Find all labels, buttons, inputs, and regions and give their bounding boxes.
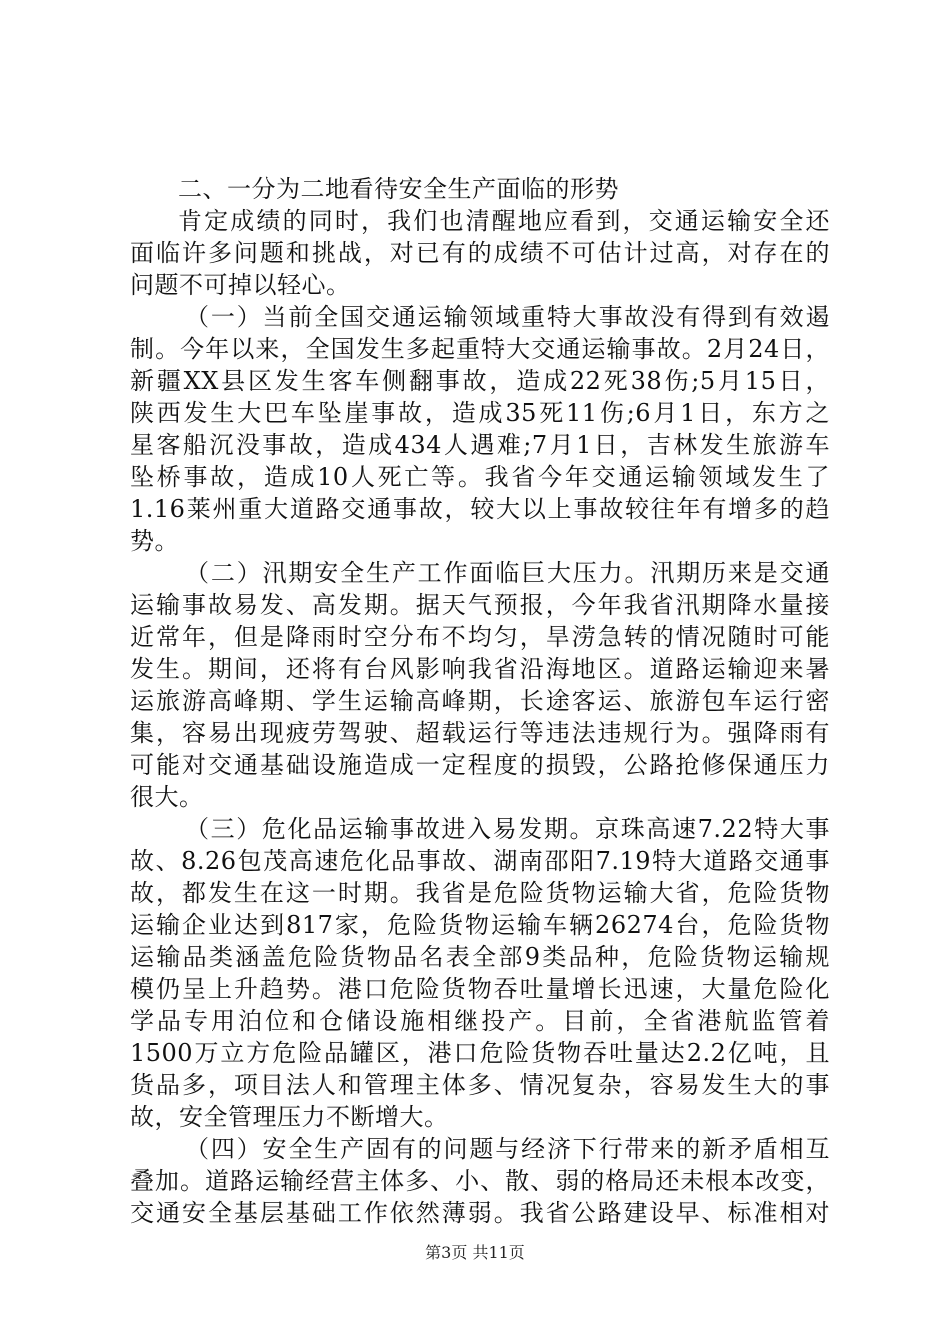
paragraph-line: 运输企业达到817家，危险货物运输车辆26274台，危险货物: [130, 911, 830, 939]
paragraph-line: 货品多，项目法人和管理主体多、情况复杂，容易发生大的事: [130, 1071, 830, 1099]
paragraph-line: 故、8.26包茂高速危化品事故、湖南邵阳7.19特大道路交通事: [130, 847, 830, 875]
paragraph-line: 交通安全基层基础工作依然薄弱。我省公路建设早、标准相对: [130, 1199, 830, 1227]
paragraph-line: 学品专用泊位和仓储设施相继投产。目前，全省港航监管着: [130, 1007, 830, 1035]
paragraph-line: 势。: [130, 527, 179, 555]
paragraph-line: 运输事故易发、高发期。据天气预报，今年我省汛期降水量接: [130, 591, 830, 619]
paragraph-line: 1.16莱州重大道路交通事故，较大以上事故较往年有增多的趋: [130, 495, 830, 523]
paragraph-line: 1500万立方危险品罐区，港口危险货物吞吐量达2.2亿吨，且: [130, 1039, 830, 1067]
paragraph-line: （四）安全生产固有的问题与经济下行带来的新矛盾相互: [185, 1135, 830, 1163]
document-body: [130, 173, 830, 1229]
paragraph-line: 叠加。道路运输经营主体多、小、散、弱的格局还未根本改变，: [130, 1167, 830, 1195]
paragraph-line: 肯定成绩的同时，我们也清醒地应看到，交通运输安全还: [178, 207, 830, 235]
paragraph-line: 模仍呈上升趋势。港口危险货物吞吐量增长迅速，大量危险化: [130, 975, 830, 1003]
paragraph-line: 问题不可掉以轻心。: [130, 271, 351, 299]
paragraph-line: 故，安全管理压力不断增大。: [130, 1103, 449, 1131]
paragraph-line: 制。今年以来，全国发生多起重特大交通运输事故。2月24日，: [130, 335, 830, 363]
paragraph-line: 很大。: [130, 783, 204, 811]
paragraph-line: 运输品类涵盖危险货物品名表全部9类品种，危险货物运输规: [130, 943, 830, 971]
paragraph-line: 近常年，但是降雨时空分布不均匀，旱涝急转的情况随时可能: [130, 623, 830, 651]
paragraph-line: 星客船沉没事故，造成434人遇难;7月1日，吉林发生旅游车: [130, 431, 830, 459]
paragraph-line: 新疆XX县区发生客车侧翻事故，造成22死38伤;5月15日，: [130, 367, 830, 395]
paragraph-line: （三）危化品运输事故进入易发期。京珠高速7.22特大事: [185, 815, 830, 843]
paragraph-line: 集，容易出现疲劳驾驶、超载运行等违法违规行为。强降雨有: [130, 719, 830, 747]
section-heading: 二、一分为二地看待安全生产面临的形势: [178, 175, 619, 203]
paragraph-line: 面临许多问题和挑战，对已有的成绩不可估计过高，对存在的: [130, 239, 830, 267]
paragraph-line: 发生。期间，还将有台风影响我省沿海地区。道路运输迎来暑: [130, 655, 830, 683]
paragraph-line: 坠桥事故，造成10人死亡等。我省今年交通运输领域发生了: [130, 463, 830, 491]
paragraph-line: （二）汛期安全生产工作面临巨大压力。汛期历来是交通: [185, 559, 830, 587]
paragraph-line: 故，都发生在这一时期。我省是危险货物运输大省，危险货物: [130, 879, 830, 907]
paragraph-line: 陕西发生大巴车坠崖事故，造成35死11伤;6月1日，东方之: [130, 399, 830, 427]
paragraph-line: （一）当前全国交通运输领域重特大事故没有得到有效遏: [185, 303, 830, 331]
page-number-footer: 第3页 共11页: [425, 1243, 525, 1262]
paragraph-line: 可能对交通基础设施造成一定程度的损毁，公路抢修保通压力: [130, 751, 830, 779]
paragraph-line: 运旅游高峰期、学生运输高峰期，长途客运、旅游包车运行密: [130, 687, 830, 715]
